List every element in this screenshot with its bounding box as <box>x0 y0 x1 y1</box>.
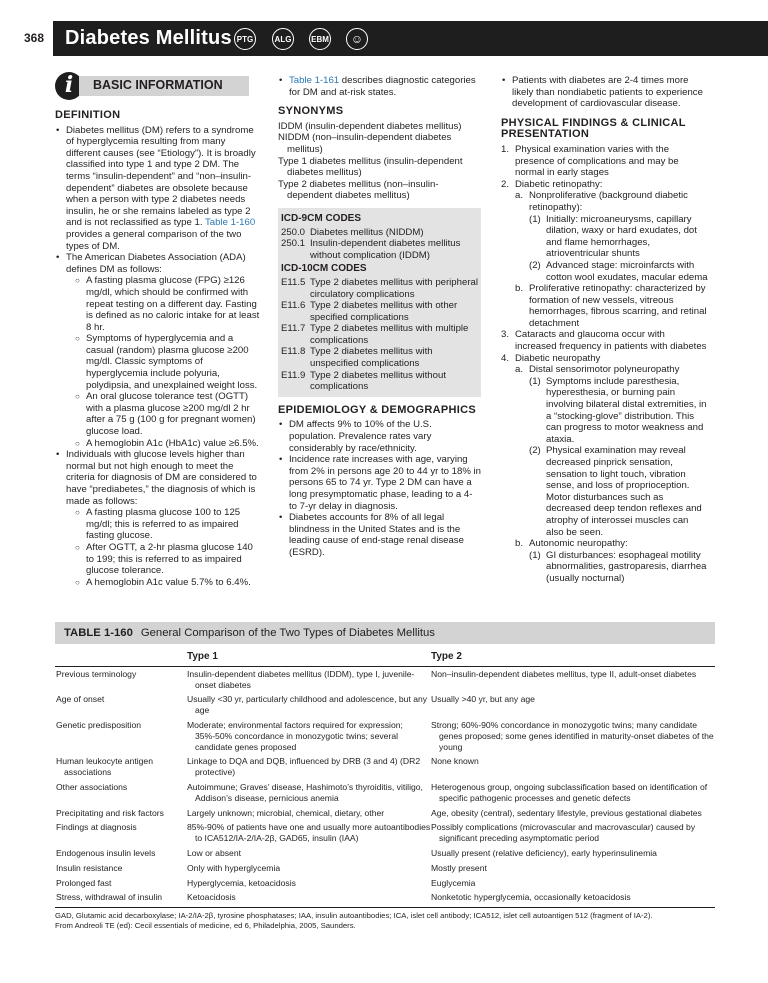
icd-code-row: E11.6 Type 2 diabetes mellitus with other specified complications <box>281 300 458 323</box>
icd-code-row: E11.7 Type 2 diabetes mellitus with multiple complications <box>281 323 469 346</box>
epidemiology-heading: EPIDEMIOLOGY & DEMOGRAPHICS <box>278 403 476 416</box>
list-item: • Diabetes mellitus (DM) refers to a syndrome of hyperglycemia resulting from many different causes (see “Etiology”). It is broadly classified into type 1 and type 2 DM. The terms “insulin-dependent” and “non–insulin-dependent” diabetes are obsolete because when a person with type 2 diabetes needs insulin, he or she remains labeled as type 2 and is not reclassified as type 1. Table 1-160 provides a general comparison of the two types of DM. <box>55 125 261 253</box>
table-row: Stress, withdrawal of insulin Ketoacidosis Nonketotic hyperglycemia, occasionally ketoacidosis <box>56 892 631 903</box>
synonym-item: Type 1 diabetes mellitus (insulin-dependent diabetes mellitus) <box>278 155 463 179</box>
table-row: Human leukocyte antigen associations Linkage to DQA and DQB, influenced by DRB (3 and 4) (DR2 protective) None known <box>56 756 479 778</box>
numbered-item: a. Distal sensorimotor polyneuropathy <box>515 364 680 376</box>
column-header-type1: Type 1 <box>187 648 431 666</box>
synonym-item: Type 2 diabetes mellitus (non–insulin-dependent diabetes mellitus) <box>278 178 439 202</box>
synonym-item: IDDM (insulin-dependent diabetes mellitus) <box>278 120 462 132</box>
ebm-badge-icon: EBM <box>309 28 331 50</box>
table-1-161-link[interactable]: Table 1-161 <box>289 75 340 86</box>
numbered-item: (1) Symptoms include paresthesia, hyperesthesia, or burning pain involving bilateral distal extremities, in a “stocking-glove” distribution. This can progress to motor weakness and ataxia. <box>529 375 707 445</box>
table-caption <box>55 622 715 644</box>
list-item: • Table 1-161 describes diagnostic categories for DM and at-risk states. <box>278 75 481 98</box>
icd-code-row: E11.8 Type 2 diabetes mellitus with unspecified complications <box>281 346 433 370</box>
table-label: TABLE 1-160 <box>64 627 133 639</box>
page-title: Diabetes Mellitus <box>65 27 232 49</box>
synonym-item: NIDDM (non–insulin-dependent diabetes mellitus) <box>278 132 452 155</box>
numbered-item: (2) Advanced stage: microinfarcts with cotton wool exudates, macular edema <box>529 259 708 283</box>
column-header-type2: Type 2 <box>431 648 715 666</box>
icd-code-row: E11.9 Type 2 diabetes mellitus without complications <box>281 369 446 393</box>
table-source: From Andreoli TE (ed): Cecil essentials of medicine, ed 6, Philadelphia, 2005, Saunders. <box>55 921 356 931</box>
table-row: Genetic predisposition Moderate; environmental factors required for expression; 35%-50% concordance in monozygotic twins; several candidate genes proposed Strong; 60%-90% concordance in monozygotic twins; many candidate genes proposed; some genes identified in maturity-onset diabetes of the young <box>56 719 714 752</box>
numbered-item: 1. Physical examination varies with the presence of complications and may be normal in early stages <box>501 143 679 179</box>
column-right <box>501 75 708 585</box>
table-row: Prolonged fast Hyperglycemia, ketoacidosis Euglycemia <box>56 877 476 888</box>
chapter-header-bar <box>53 21 768 56</box>
list-item: ○ A hemoglobin A1c (HbA1c) value ≥6.5%. <box>66 438 261 450</box>
list-item: ○ An oral glucose tolerance test (OGTT) with a plasma glucose ≥200 mg/dl 2 hr after a 75 g (100 g for pregnant women) glucose load. <box>66 391 261 437</box>
icd10-heading: ICD-10CM CODES <box>281 263 367 275</box>
sub-list <box>66 507 261 588</box>
sub-list <box>66 275 261 449</box>
table-1-160-link[interactable]: Table 1-160 <box>205 217 256 229</box>
numbered-item: 2. Diabetic retinopathy: <box>501 178 603 190</box>
comparison-table <box>55 622 715 931</box>
column-middle <box>278 75 481 559</box>
table-row: Precipitating and risk factors Largely unknown; microbial, chemical, dietary, other Age, obesity (central), sedentary lifestyle, previous gestational diabetes <box>56 807 702 818</box>
table-row: Age of onset Usually <30 yr, particularly childhood and adolescence, but any age Usually >40 yr, but any age <box>56 694 535 716</box>
icd-code-row: 250.1 Insulin-dependent diabetes mellitus without complication (IDDM) <box>281 238 461 261</box>
numbered-item: (1) GI disturbances: esophageal motility abnormalities, gastroparesis, diarrhea (usually nocturnal) <box>529 549 707 584</box>
table-row: Findings at diagnosis 85%-90% of patients have one and usually more autoantibodies to ICA512/IA-2/IA-2β, GAD65, insulin (IAA) Possibly complications (microvascular and macrovascular) caused by significant preceding asymptomatic period <box>56 822 696 844</box>
alg-badge-icon: ALG <box>272 28 294 50</box>
numbered-item: (1) Initially: microaneurysms, capillary dilation, waxy or hard exudates, dot and flame hemorrhages, atrioventricular shunts <box>529 213 697 260</box>
numbered-item: b. Proliferative retinopathy: characterized by formation of new vessels, vitreous hemorrhages, fibrous scarring, and retinal detachment <box>515 283 707 329</box>
table-row: Previous terminology Insulin-dependent diabetes mellitus (IDDM), type I, juvenile-onset diabetes Non–insulin-dependent diabetes mellitus, type II, adult-onset diabetes <box>56 668 697 690</box>
column-left <box>55 72 261 588</box>
list-item: ○ A hemoglobin A1c value 5.7% to 6.4%. <box>66 577 261 589</box>
definition-list <box>55 125 261 589</box>
list-item: ○ After OGTT, a 2-hr plasma glucose 140 to 199; this is referred to as impaired glucose tolerance. <box>66 542 261 577</box>
list-item: • The American Diabetes Association (ADA) defines DM as follows: ○ A fasting plasma glucose (FPG) ≥126 mg/dl, which should be confirmed with repeat testing on a different day. Fasting is defined as no caloric intake for at least 8 hr. ○ Symptoms of hyperglycemia and a casual (random) plasma glucose ≥200 mg/dl. Classic symptoms of hyperglycemia include polyuria, polydipsia, and unexplained weight loss. ○ An oral glucose tolerance test (OGTT) with a plasma glucose ≥200 mg/dl 2 hr after a 75 g (100 g for pregnant women) glucose load. ○ A hemoglobin A1c (HbA1c) value ≥6.5%. <box>55 252 261 449</box>
list-item: • Diabetes accounts for 8% of all legal blindness in the United States and is the leading cause of end-stage renal disease (ESRD). <box>278 512 481 558</box>
list-item: • Incidence rate increases with age, varying from 2% in persons age 20 to 44 yr to 18% in persons 65 to 74 yr. Type 2 DM can have a long presymptomatic phase, leading to a 4- to 7-yr delay in diagnosis. <box>278 454 481 512</box>
basic-information-heading: BASIC INFORMATION <box>79 76 249 96</box>
table-row: Insulin resistance Only with hyperglycemia Mostly present <box>56 862 487 873</box>
icd-codes-box <box>278 208 481 397</box>
list-item: ○ A fasting plasma glucose 100 to 125 mg/dl; this is referred to as impaired fasting glucose. <box>66 507 261 542</box>
info-icon: i <box>55 72 83 100</box>
table-row: Other associations Autoimmune; Graves’ disease, Hashimoto’s thyroiditis, vitiligo, Addison’s disease, pernicious anemia Heterogenous group, ongoing subclassification based on identification of specific pathogenic processes and genetic defects <box>56 781 708 803</box>
list-item: • Individuals with glucose levels higher than normal but not high enough to meet the criteria for diagnosis of DM are considered to have “prediabetes,” the diagnosis of which is made as follows: ○ A fasting plasma glucose 100 to 125 mg/dl; this is referred to as impaired fasting glucose. ○ After OGTT, a 2-hr plasma glucose 140 to 199; this is referred to as impaired glucose tolerance. ○ A hemoglobin A1c value 5.7% to 6.4%. <box>55 449 261 588</box>
definition-heading: DEFINITION <box>55 109 121 121</box>
numbered-item: (2) Physical examination may reveal decreased pinprick sensation, sensation to light touch, vibration sense, and loss of proprioception. Motor disturbances such as decreased deep tendon reflexes and atrophy of interossei muscles can also be seen. <box>529 445 702 538</box>
ptg-badge-icon: PTG <box>234 28 256 50</box>
table-row: Endogenous insulin levels Low or absent Usually present (relative deficiency), early hyperinsulinemia <box>56 847 657 858</box>
patient-info-badge-icon: ☺ <box>346 28 368 50</box>
icd9-heading: ICD-9CM CODES <box>281 212 362 224</box>
numbered-item: b. Autonomic neuropathy: <box>515 538 628 550</box>
table-header-row <box>55 648 715 666</box>
page-number: 368 <box>24 31 45 45</box>
numbered-item: a. Nonproliferative (background diabetic retinopathy): <box>515 190 688 213</box>
icd-code-row: E11.5 Type 2 diabetes mellitus with peripheral circulatory complications <box>281 276 478 300</box>
numbered-item: 3. Cataracts and glaucoma occur with increased frequency in patients with diabetes <box>501 329 707 353</box>
table-title: General Comparison of the Two Types of Diabetes Mellitus <box>140 627 435 639</box>
table-bottom-rule <box>55 907 715 908</box>
list-item: • Patients with diabetes are 2-4 times more likely than nondiabetic patients to experience development of cardiovascular disease. <box>501 75 708 110</box>
list-item: ○ A fasting plasma glucose (FPG) ≥126 mg/dl, which should be confirmed with repeat testing on a different day. Fasting is defined as no caloric intake for at least 8 hr. <box>66 275 261 333</box>
basic-information-banner <box>55 72 261 100</box>
physical-findings-heading: PHYSICAL FINDINGS & CLINICAL PRESENTATION <box>501 116 686 141</box>
synonyms-heading: SYNONYMS <box>278 105 344 118</box>
list-item: ○ Symptoms of hyperglycemia and a casual (random) plasma glucose ≥200 mg/dl. Classic symptoms of hyperglycemia include polyuria, polydipsia, and unexplained weight loss. <box>66 333 261 391</box>
table-footnote: GAD, Glutamic acid decarboxylase; IA-2/IA-2β, tyrosine phosphatases; IAA, insulin autoantibodies; ICA, islet cell antibody; ICA512, islet cell autoantigen 512 (fragment of IA-2). <box>55 911 653 921</box>
diabetes-types-table <box>55 648 715 905</box>
icd-code-row: 250.0 Diabetes mellitus (NIDDM) <box>281 226 424 238</box>
list-item: • DM affects 9% to 10% of the U.S. population. Prevalence rates vary considerably by race/ethnicity. <box>278 419 481 454</box>
epidemiology-list <box>278 419 481 558</box>
numbered-item: 4. Diabetic neuropathy <box>501 352 601 364</box>
